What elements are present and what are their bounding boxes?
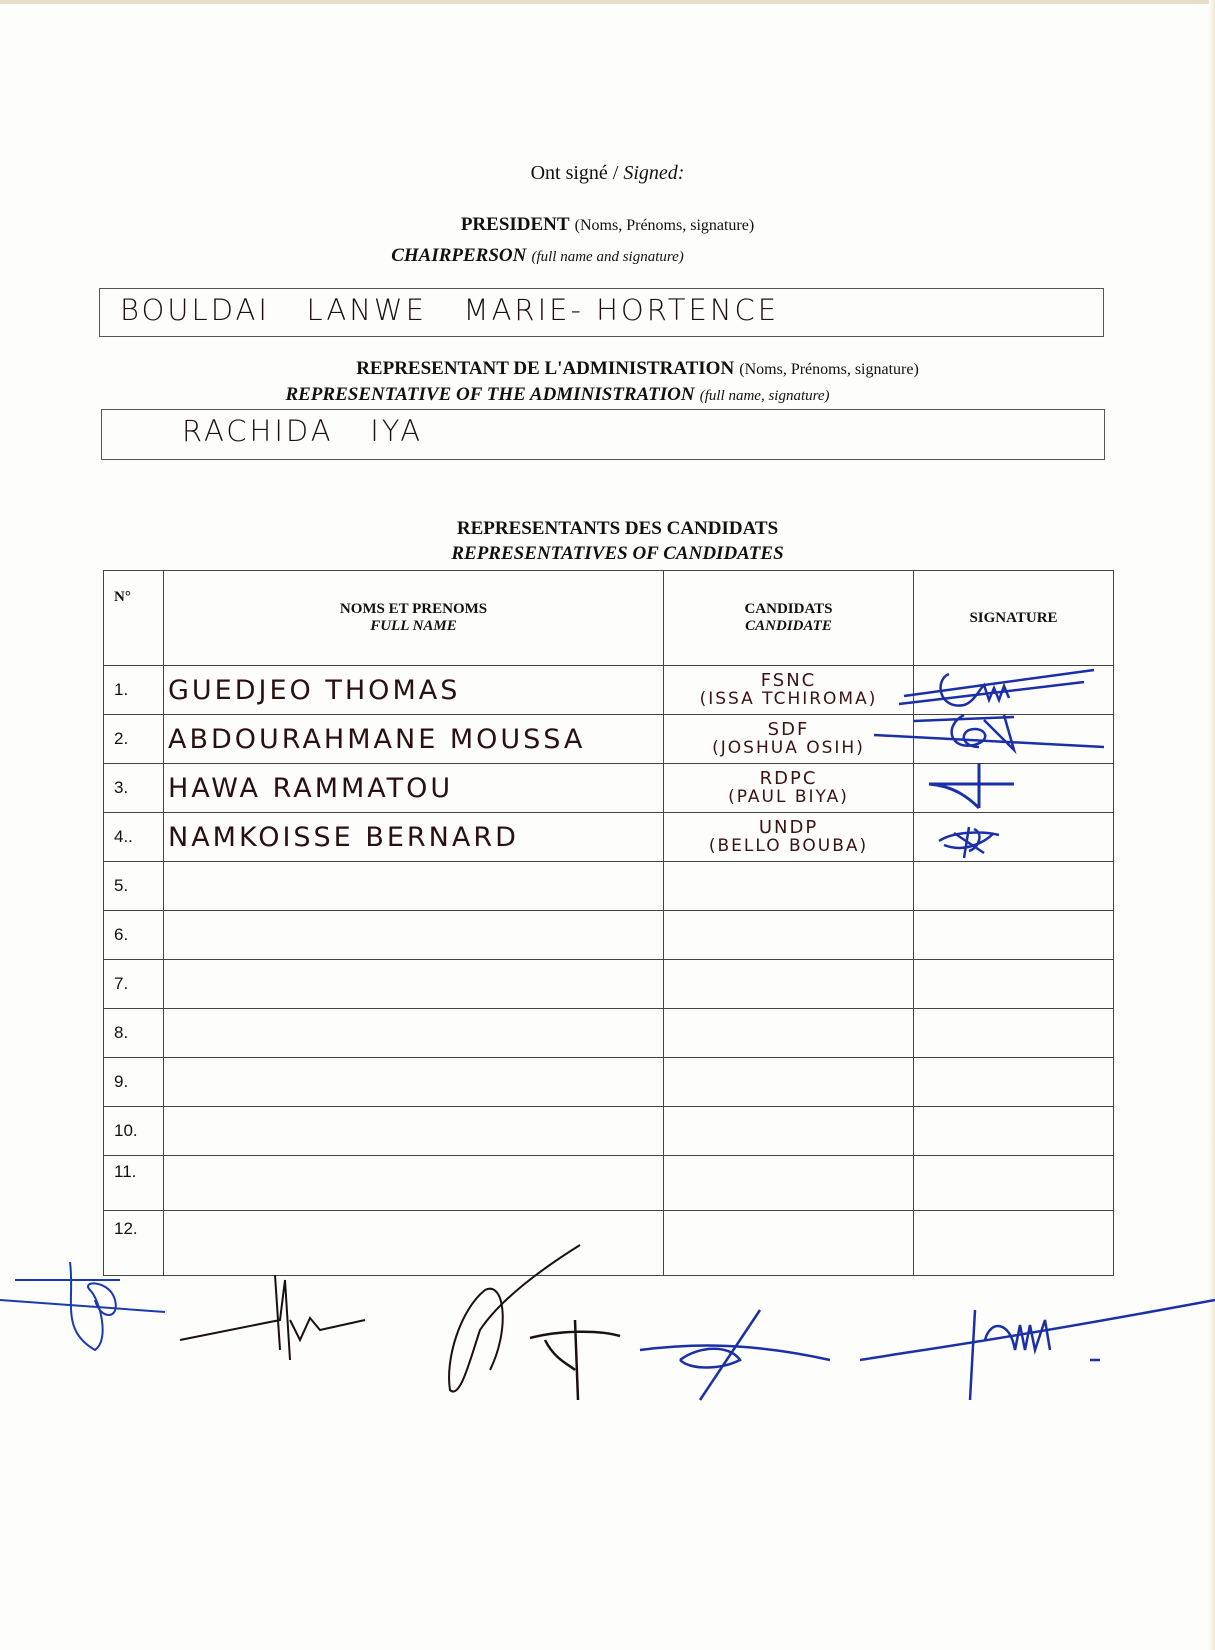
signature-cell[interactable] <box>914 911 1114 960</box>
table-row <box>104 960 1114 1009</box>
representative-name[interactable]: NAMKOISSE BERNARD <box>164 813 664 862</box>
row-number: 2. <box>104 715 164 764</box>
administration-hint: (Noms, Prénoms, signature) <box>739 361 919 378</box>
representative-name[interactable] <box>164 1058 664 1107</box>
row-number: 12. <box>104 1211 164 1276</box>
signed-label-fr: Ont signé / <box>530 162 619 184</box>
representative-name[interactable] <box>164 960 664 1009</box>
signature-cell[interactable] <box>914 862 1114 911</box>
row-number: 6. <box>104 911 164 960</box>
representative-name[interactable] <box>164 1107 664 1156</box>
party-name: RDPC <box>759 768 818 789</box>
table-header-row <box>104 571 1114 666</box>
candidate-cell[interactable] <box>664 764 914 813</box>
row-number: 7. <box>104 960 164 1009</box>
party-name: UNDP <box>758 817 819 838</box>
signature-5-icon <box>640 1310 830 1400</box>
row-number: 3. <box>104 764 164 813</box>
candidate-name: (JOSHUA OSIH) <box>712 738 865 758</box>
candidate-cell[interactable] <box>664 715 914 764</box>
signature-cell[interactable] <box>914 1156 1114 1211</box>
signature-6-icon <box>860 1300 1215 1400</box>
row-number: 5. <box>104 862 164 911</box>
signature-cell[interactable] <box>914 960 1114 1009</box>
row-number: 4.. <box>104 813 164 862</box>
representative-name[interactable]: GUEDJEO THOMAS <box>164 666 664 715</box>
signature-cell[interactable] <box>914 715 1114 764</box>
row-number: 10. <box>104 1107 164 1156</box>
table-row <box>104 813 1114 862</box>
signed-heading <box>0 162 1215 185</box>
candidate-cell[interactable] <box>664 1009 914 1058</box>
president-name-handwritten: BOULDAI LANWE MARIE- HORTENCE <box>120 293 780 327</box>
column-header-candidate-fr: CANDIDATS <box>744 601 833 617</box>
signature-1-icon <box>0 1262 165 1350</box>
party-name: FSNC <box>760 670 817 691</box>
table-row <box>104 1156 1114 1211</box>
candidate-cell[interactable] <box>664 1107 914 1156</box>
chairperson-hint: (full name and signature) <box>531 249 684 265</box>
candidate-cell[interactable] <box>664 1058 914 1107</box>
row-number: 9. <box>104 1058 164 1107</box>
chairperson-title: CHAIRPERSON <box>391 245 527 266</box>
signature-scribble-icon <box>914 758 1114 818</box>
row-number: 1. <box>104 666 164 715</box>
administration-heading-en <box>0 384 1165 406</box>
table-row <box>104 715 1114 764</box>
table-row <box>104 1107 1114 1156</box>
candidate-name: (ISSA TCHIROMA) <box>699 689 878 709</box>
bottom-signatures <box>0 1240 1215 1420</box>
candidate-cell[interactable] <box>664 862 914 911</box>
administration-heading <box>30 358 1215 380</box>
table-row <box>104 911 1114 960</box>
candidate-cell[interactable] <box>664 666 914 715</box>
signature-cell[interactable] <box>914 813 1114 862</box>
column-header-candidate <box>664 571 914 666</box>
column-header-name-fr: NOMS ET PRENOMS <box>339 601 488 617</box>
table-row <box>104 1009 1114 1058</box>
party-name: SDF <box>767 719 810 740</box>
signature-4-icon <box>530 1320 620 1400</box>
table-row <box>104 764 1114 813</box>
column-header-number: N° <box>104 571 164 666</box>
candidate-name: (PAUL BIYA) <box>728 787 849 807</box>
representative-name[interactable]: ABDOURAHMANE MOUSSA <box>164 715 664 764</box>
signature-3-icon <box>449 1245 580 1392</box>
column-header-signature: SIGNATURE <box>914 571 1114 666</box>
candidate-cell[interactable] <box>664 911 914 960</box>
administration-name-handwritten: RACHIDA IYA <box>182 414 424 448</box>
representative-name[interactable] <box>164 1156 664 1211</box>
candidate-name: (BELLO BOUBA) <box>708 836 869 856</box>
signed-label-en: Signed: <box>623 162 685 184</box>
table-row <box>104 1058 1114 1107</box>
signature-cell[interactable] <box>914 764 1114 813</box>
page-top-edge <box>0 0 1215 4</box>
candidate-cell[interactable] <box>664 813 914 862</box>
representatives-table <box>103 570 1114 1276</box>
administration-hint-en: (full name, signature) <box>699 388 830 404</box>
administration-title-en: REPRESENTATIVE OF THE ADMINISTRATION <box>285 384 695 405</box>
column-header-name-en: FULL NAME <box>370 618 457 634</box>
administration-title: REPRESENTANT DE L'ADMINISTRATION <box>356 358 735 379</box>
president-title: PRESIDENT <box>460 214 570 235</box>
candidates-title-en: REPRESENTATIVES OF CANDIDATES <box>451 543 784 564</box>
signature-cell[interactable] <box>914 1009 1114 1058</box>
signature-2-icon <box>180 1275 365 1360</box>
candidates-heading <box>10 518 1215 540</box>
column-header-candidate-en: CANDIDATE <box>745 618 832 634</box>
candidates-title-fr: REPRESENTANTS DES CANDIDATS <box>456 518 779 539</box>
president-heading <box>0 214 1215 236</box>
president-name-field[interactable] <box>99 288 1104 337</box>
representative-name[interactable]: HAWA RAMMATOU <box>164 764 664 813</box>
representative-name[interactable] <box>164 862 664 911</box>
signature-scribble-icon <box>904 705 1104 765</box>
table-row <box>104 862 1114 911</box>
candidate-cell[interactable] <box>664 960 914 1009</box>
administration-name-field[interactable] <box>101 409 1105 460</box>
chairperson-heading <box>0 245 1145 267</box>
row-number: 8. <box>104 1009 164 1058</box>
column-header-full-name <box>164 571 664 666</box>
candidate-cell[interactable] <box>664 1156 914 1211</box>
representative-name[interactable] <box>164 911 664 960</box>
row-number: 11. <box>104 1156 164 1211</box>
signature-cell[interactable] <box>914 1058 1114 1107</box>
representative-name[interactable] <box>164 1009 664 1058</box>
president-hint: (Noms, Prénoms, signature) <box>574 217 755 234</box>
candidates-heading-en <box>10 543 1215 565</box>
signature-cell[interactable] <box>914 1107 1114 1156</box>
